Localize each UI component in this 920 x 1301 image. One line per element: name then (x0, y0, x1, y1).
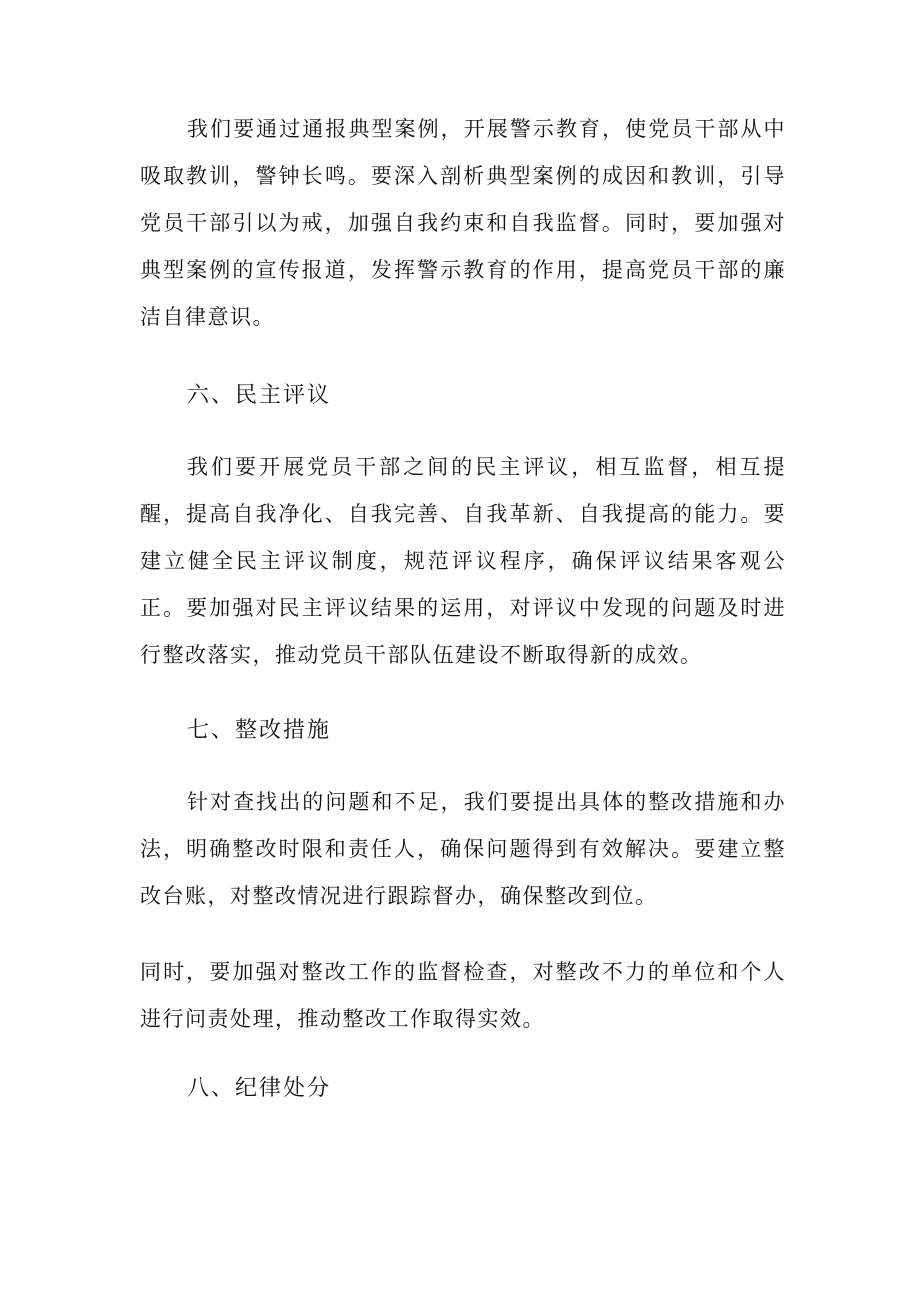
section-heading-democratic-review: 六、民主评议 (187, 383, 332, 408)
paragraph-rectification-measures: 针对查找出的问题和不足，我们要提出具体的整改措施和办法，明确整改时限和责任人，确保问题得到有效解决。要建立整改台账，对整改情况进行跟踪督办，确保整改到位。 (140, 790, 786, 908)
section-heading-rectification: 七、整改措施 (187, 718, 332, 743)
paragraph-warning-education: 我们要通过通报典型案例，开展警示教育，使党员干部从中吸取教训，警钟长鸣。要深入剖析典型案例的成因和教训，引导党员干部引以为戒，加强自我约束和自我监督。同时，要加强对典型案例的宣传报道，发挥警示教育的作用，提高党员干部的廉洁自律意识。 (140, 117, 786, 329)
section-heading-disciplinary-action: 八、纪律处分 (187, 1076, 332, 1101)
paragraph-rectification-supervision: 同时，要加强对整改工作的监督检查，对整改不力的单位和个人进行问责处理，推动整改工作取得实效。 (140, 960, 786, 1031)
paragraph-democratic-review: 我们要开展党员干部之间的民主评议，相互监督，相互提醒，提高自我净化、自我完善、自我革新、自我提高的能力。要建立健全民主评议制度，规范评议程序，确保评议结果客观公正。要加强对民主评议结果的运用，对评议中发现的问题及时进行整改落实，推动党员干部队伍建设不断取得新的成效。 (140, 455, 786, 667)
